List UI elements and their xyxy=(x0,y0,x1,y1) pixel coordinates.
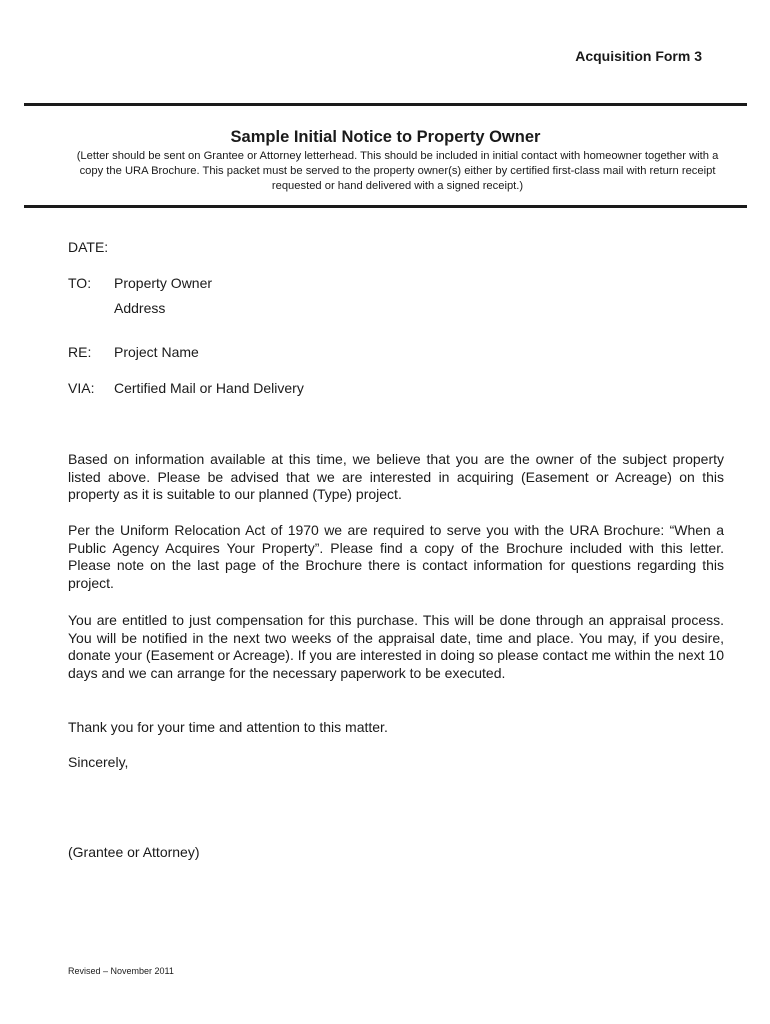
to-recipient: Property Owner xyxy=(114,275,213,291)
date-label: DATE: xyxy=(68,239,109,255)
revision-footer: Revised – November 2011 xyxy=(68,966,174,976)
top-divider xyxy=(24,103,747,106)
re-project-name: Project Name xyxy=(114,344,199,360)
body-paragraph-compensation: You are entitled to just compensation for this purchase. This will be done through an appraisal process. You will be notified in the next two weeks of the appraisal date, time and place. You may, if you desire, donate your (Easement or Acreage). If you are interested in doing so please contact me within the next 10 days and we can arrange for the necessary paperwork to be executed. xyxy=(68,612,724,681)
document-title: Sample Initial Notice to Property Owner xyxy=(230,128,541,146)
form-number-label: Acquisition Form 3 xyxy=(575,48,702,64)
bottom-divider xyxy=(24,205,747,208)
signature-block-label: (Grantee or Attorney) xyxy=(68,844,200,860)
re-label: RE: xyxy=(68,344,92,360)
to-address: Address xyxy=(114,300,166,316)
to-label: TO: xyxy=(68,275,92,291)
body-paragraph-ura-brochure: Per the Uniform Relocation Act of 1970 we are required to serve you with the URA Brochure: “When a Public Agency Acquires Your Property”. Please find a copy of the Brochure included with this letter. Please note on the last page of the Brochure there is contact information for questions regarding this project. xyxy=(68,522,724,591)
closing-salutation: Sincerely, xyxy=(68,754,129,770)
via-delivery-method: Certified Mail or Hand Delivery xyxy=(114,380,304,396)
body-paragraph-ownership: Based on information available at this time, we believe that you are the owner of the subject property listed above. Please be advised that we are interested in acquiring (Easement or Acreage) on this property as it is suitable to our planned (Type) project. xyxy=(68,451,724,503)
instructions-note: (Letter should be sent on Grantee or Attorney letterhead. This should be included in initial contact with homeowner together with a copy the URA Brochure. This packet must be served to the property owner(s) either by certified first-class mail with return receipt requested or hand delivered with a signed receipt.) xyxy=(76,150,719,192)
via-label: VIA: xyxy=(68,380,95,396)
body-thanks: Thank you for your time and attention to this matter. xyxy=(68,719,388,735)
